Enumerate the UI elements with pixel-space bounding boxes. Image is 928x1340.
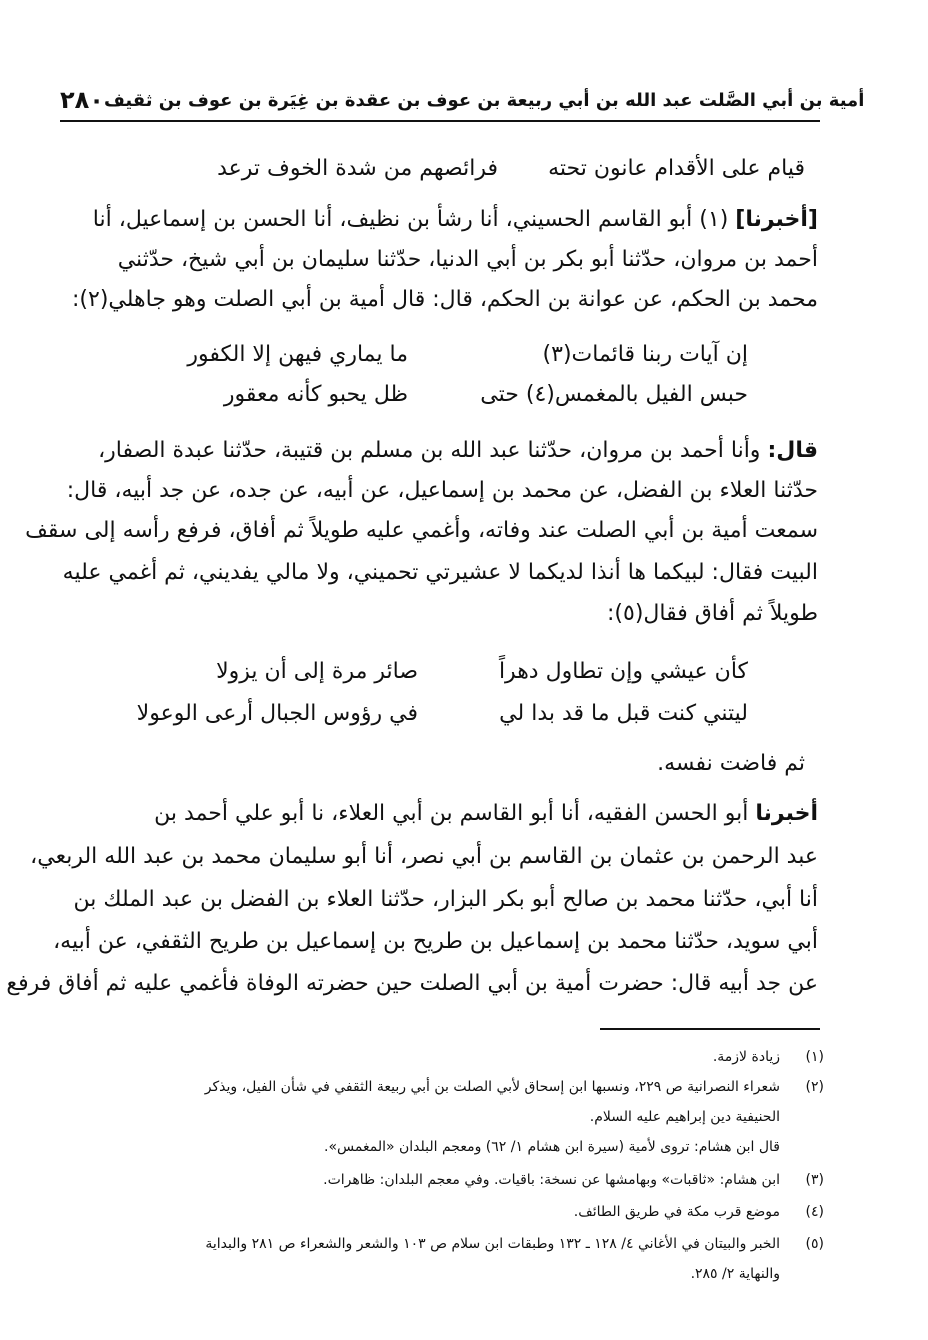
para3-line-1 — [98, 797, 818, 831]
footnote-rule — [600, 1028, 820, 1030]
para3-line-5: عن جد أبيه قال: حضرت أمية بن أبي الصلت حين حضرته الوفاة فأغمي عليه ثم أفاق فرفع — [6, 971, 818, 996]
para2-line-5: طويلاً ثم أفاق فقال(٥): — [606, 601, 818, 626]
footnote-2-text-2: الحنيفية دين إبراهيم عليه السلام. — [589, 1109, 780, 1125]
verse3-1-left: صائر مرة إلى أن يزولا — [216, 659, 418, 684]
footnote-2-text-1: شعراء النصرانية ص ٢٢٩، ونسبها ابن إسحاق لأبي الصلت بن أبي ربيعة الثقفي في شأن الفيل، ويذكر — [204, 1079, 780, 1095]
para3-line-3: أنا أبي، حدّثنا محمد بن صالح أبو بكر البزار، حدّثنا العلاء بن الفضل بن عبد الملك بن — [73, 887, 818, 912]
page-header — [60, 80, 865, 122]
page-number: ٢٨٠ — [60, 86, 104, 114]
para2-line-1 — [98, 434, 818, 468]
footnote-1-number: (١) — [805, 1049, 824, 1065]
para2-line-2: حدّثنا العلاء بن الفضل، عن محمد بن إسماعيل، عن أبيه، عن جده، عن جد أبيه، قال: — [66, 478, 818, 503]
para1-line-1 — [92, 203, 818, 237]
verse1-left-hemistich: فرائصهم من شدة الخوف ترعد — [217, 156, 498, 181]
para3-line-2: عبد الرحمن بن عثمان بن القاسم بن أبي نصر، أنا أبو سليمان محمد بن عبد الله الربعي، — [30, 844, 818, 869]
footnote-3-number: (٣) — [805, 1172, 824, 1188]
para3-line-4: أبي سويد، حدّثنا محمد بن إسماعيل بن طريح بن إسماعيل بن طريح الثقفي، عن أبيه، — [53, 929, 818, 954]
para1-line-3: محمد بن الحكم، عن عوانة بن الحكم، قال: قال أمية بن أبي الصلت وهو جاهلي(٢): — [71, 287, 818, 312]
footnote-5-text-1: الخبر والبيتان في الأغاني ٤/ ١٢٨ ـ ١٣٢ وطبقات ابن سلام ص ١٠٣ والشعر والشعراء ص ٢٨١ والبداية — [205, 1236, 780, 1252]
footnote-5-number: (٥) — [805, 1236, 824, 1252]
footnote-2-number: (٢) — [805, 1079, 824, 1095]
para1-lead: [أخبرنا] — [735, 207, 818, 232]
verse3-2-left: في رؤوس الجبال أرعى الوعولا — [136, 701, 418, 726]
footnote-4-text: موضع قرب مكة في طريق الطائف. — [573, 1204, 780, 1220]
para2-lead: قال: — [767, 438, 818, 463]
verse3-2-right: ليتني كنت قبل ما قد بدا لي — [499, 701, 748, 726]
running-title: أمية بن أبي الصَّلت عبد الله بن أبي ربيعة بن عوف بن عقدة بن غِيَرة بن عوف بن ثقيف — [103, 89, 865, 111]
para2-text-1: وأنا أحمد بن مروان، حدّثنا عبد الله بن مسلم بن قتيبة، حدّثنا عبدة الصفار، — [98, 438, 761, 463]
para1-text-1: (١) أبو القاسم الحسيني، أنا رشأ بن نظيف، أنا الحسن بن إسماعيل، أنا — [92, 207, 729, 232]
para3-text-1: أبو الحسن الفقيه، أنا أبو القاسم بن أبي العلاء، نا أبو علي أحمد بن — [154, 801, 749, 826]
verse2-1-right: إن آيات ربنا قائمات(٣) — [542, 342, 748, 367]
footnote-4-number: (٤) — [805, 1204, 824, 1220]
para2-line-4: البيت فقال: لبيكما ها أنذا لديكما لا عشيرتي تحميني، ولا مالي يفديني، ثم أغمي عليه — [62, 560, 818, 585]
footnote-2-text-3: قال ابن هشام: تروى لأمية (سيرة ابن هشام ١/ ٦٢) ومعجم البلدان «المغمس». — [324, 1139, 780, 1155]
verse3-1-right: كأن عيشي وإن تطاول دهراً — [498, 659, 748, 684]
footnote-1-text: زيادة لازمة. — [712, 1049, 780, 1065]
para2-line-3: سمعت أمية بن أبي الصلت عند وفاته، وأغمي عليه طويلاً ثم أفاق، فرفع رأسه إلى سقف — [25, 518, 818, 543]
para2-end: ثم فاضت نفسه. — [657, 751, 805, 776]
verse2-1-left: ما يماري فيهن إلا الكفور — [187, 342, 408, 367]
para1-line-2: أحمد بن مروان، حدّثنا أبو بكر بن أبي الدنيا، حدّثنا سليمان بن أبي شيخ، حدّثني — [117, 247, 818, 272]
footnote-3-text: ابن هشام: «ثاقبات» وبهامشها عن نسخة: باقيات. وفي معجم البلدان: ظاهرات. — [323, 1172, 780, 1188]
footnote-5-text-2: والنهاية ٢/ ٢٨٥. — [690, 1266, 780, 1282]
verse1-right-hemistich: قيام على الأقدام عانون تحته — [548, 156, 805, 181]
verse2-2-left: ظل يحبو كأنه معقور — [223, 382, 408, 407]
para3-lead: أخبرنا — [755, 801, 818, 826]
verse2-2-right: حبس الفيل بالمغمس(٤) حتى — [480, 382, 748, 407]
